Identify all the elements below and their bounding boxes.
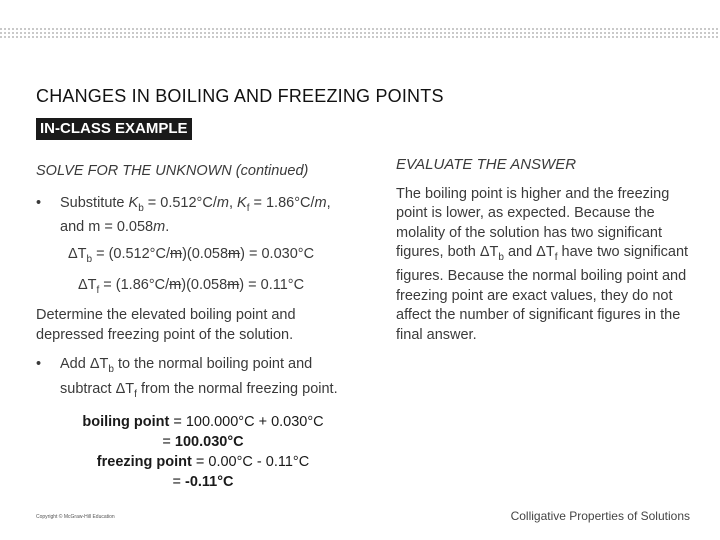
determine-paragraph: Determine the elevated boiling point and depressed freezing point of the solution. [36,307,296,343]
in-class-example-tag: IN-CLASS EXAMPLE [36,118,192,140]
solve-subheading: SOLVE FOR THE UNKNOWN (continued) [36,163,309,179]
freezing-point-line: freezing point = 0.00°C - 0.11°C [96,453,310,470]
evaluate-paragraph: The boiling point is higher and the freezing point is lower, as expected. Because the molality of the solution has two significant figures, both $\Delta T_b$ and $\Delta T_f$ have two significant figures. Because the normal boiling point and freezing point are exact values, they do not affect the number of significant figures in the final answer. [396,185,689,343]
slide-title: CHANGES IN BOILING AND FREEZING POINTS [36,86,444,106]
copyright-text: Copyright © McGraw-Hill Education [36,514,115,520]
bullet-dot: • [36,356,42,373]
footer-topic: Colligative Properties of Solutions [510,509,690,523]
bullet-add-subtract: • Add $\Delta T_b$ to the normal boiling point and subtract $\Delta T_f$ from the normal freezing point. [36,356,338,400]
boiling-point-line: boiling point = 100.000°C + 0.030°C [82,413,324,430]
freezing-point-result: = -0.11°C [172,473,234,490]
evaluate-heading: EVALUATE THE ANSWER [396,156,577,173]
left-column [36,162,346,492]
decorative-top-band [0,28,720,40]
right-column [396,155,696,345]
boiling-point-result: = 100.030°C [162,433,244,450]
result-block [60,412,346,492]
bullet-dot: • [36,194,42,211]
equation-delta-tb: $\Delta T_b = (0.512^\circ C/m)(0.058m) = 0.030^\circ C$ [67,246,315,266]
bullet-substitute: • Substitute $K_b = 0.512^\circ C/m$, $K_f = 1.86^\circ C/m$, and m = 0.058m. [36,194,331,235]
equation-delta-tf: $\Delta T_f = (1.86^\circ C/m)(0.058m) = 0.11^\circ C$ [77,276,305,296]
